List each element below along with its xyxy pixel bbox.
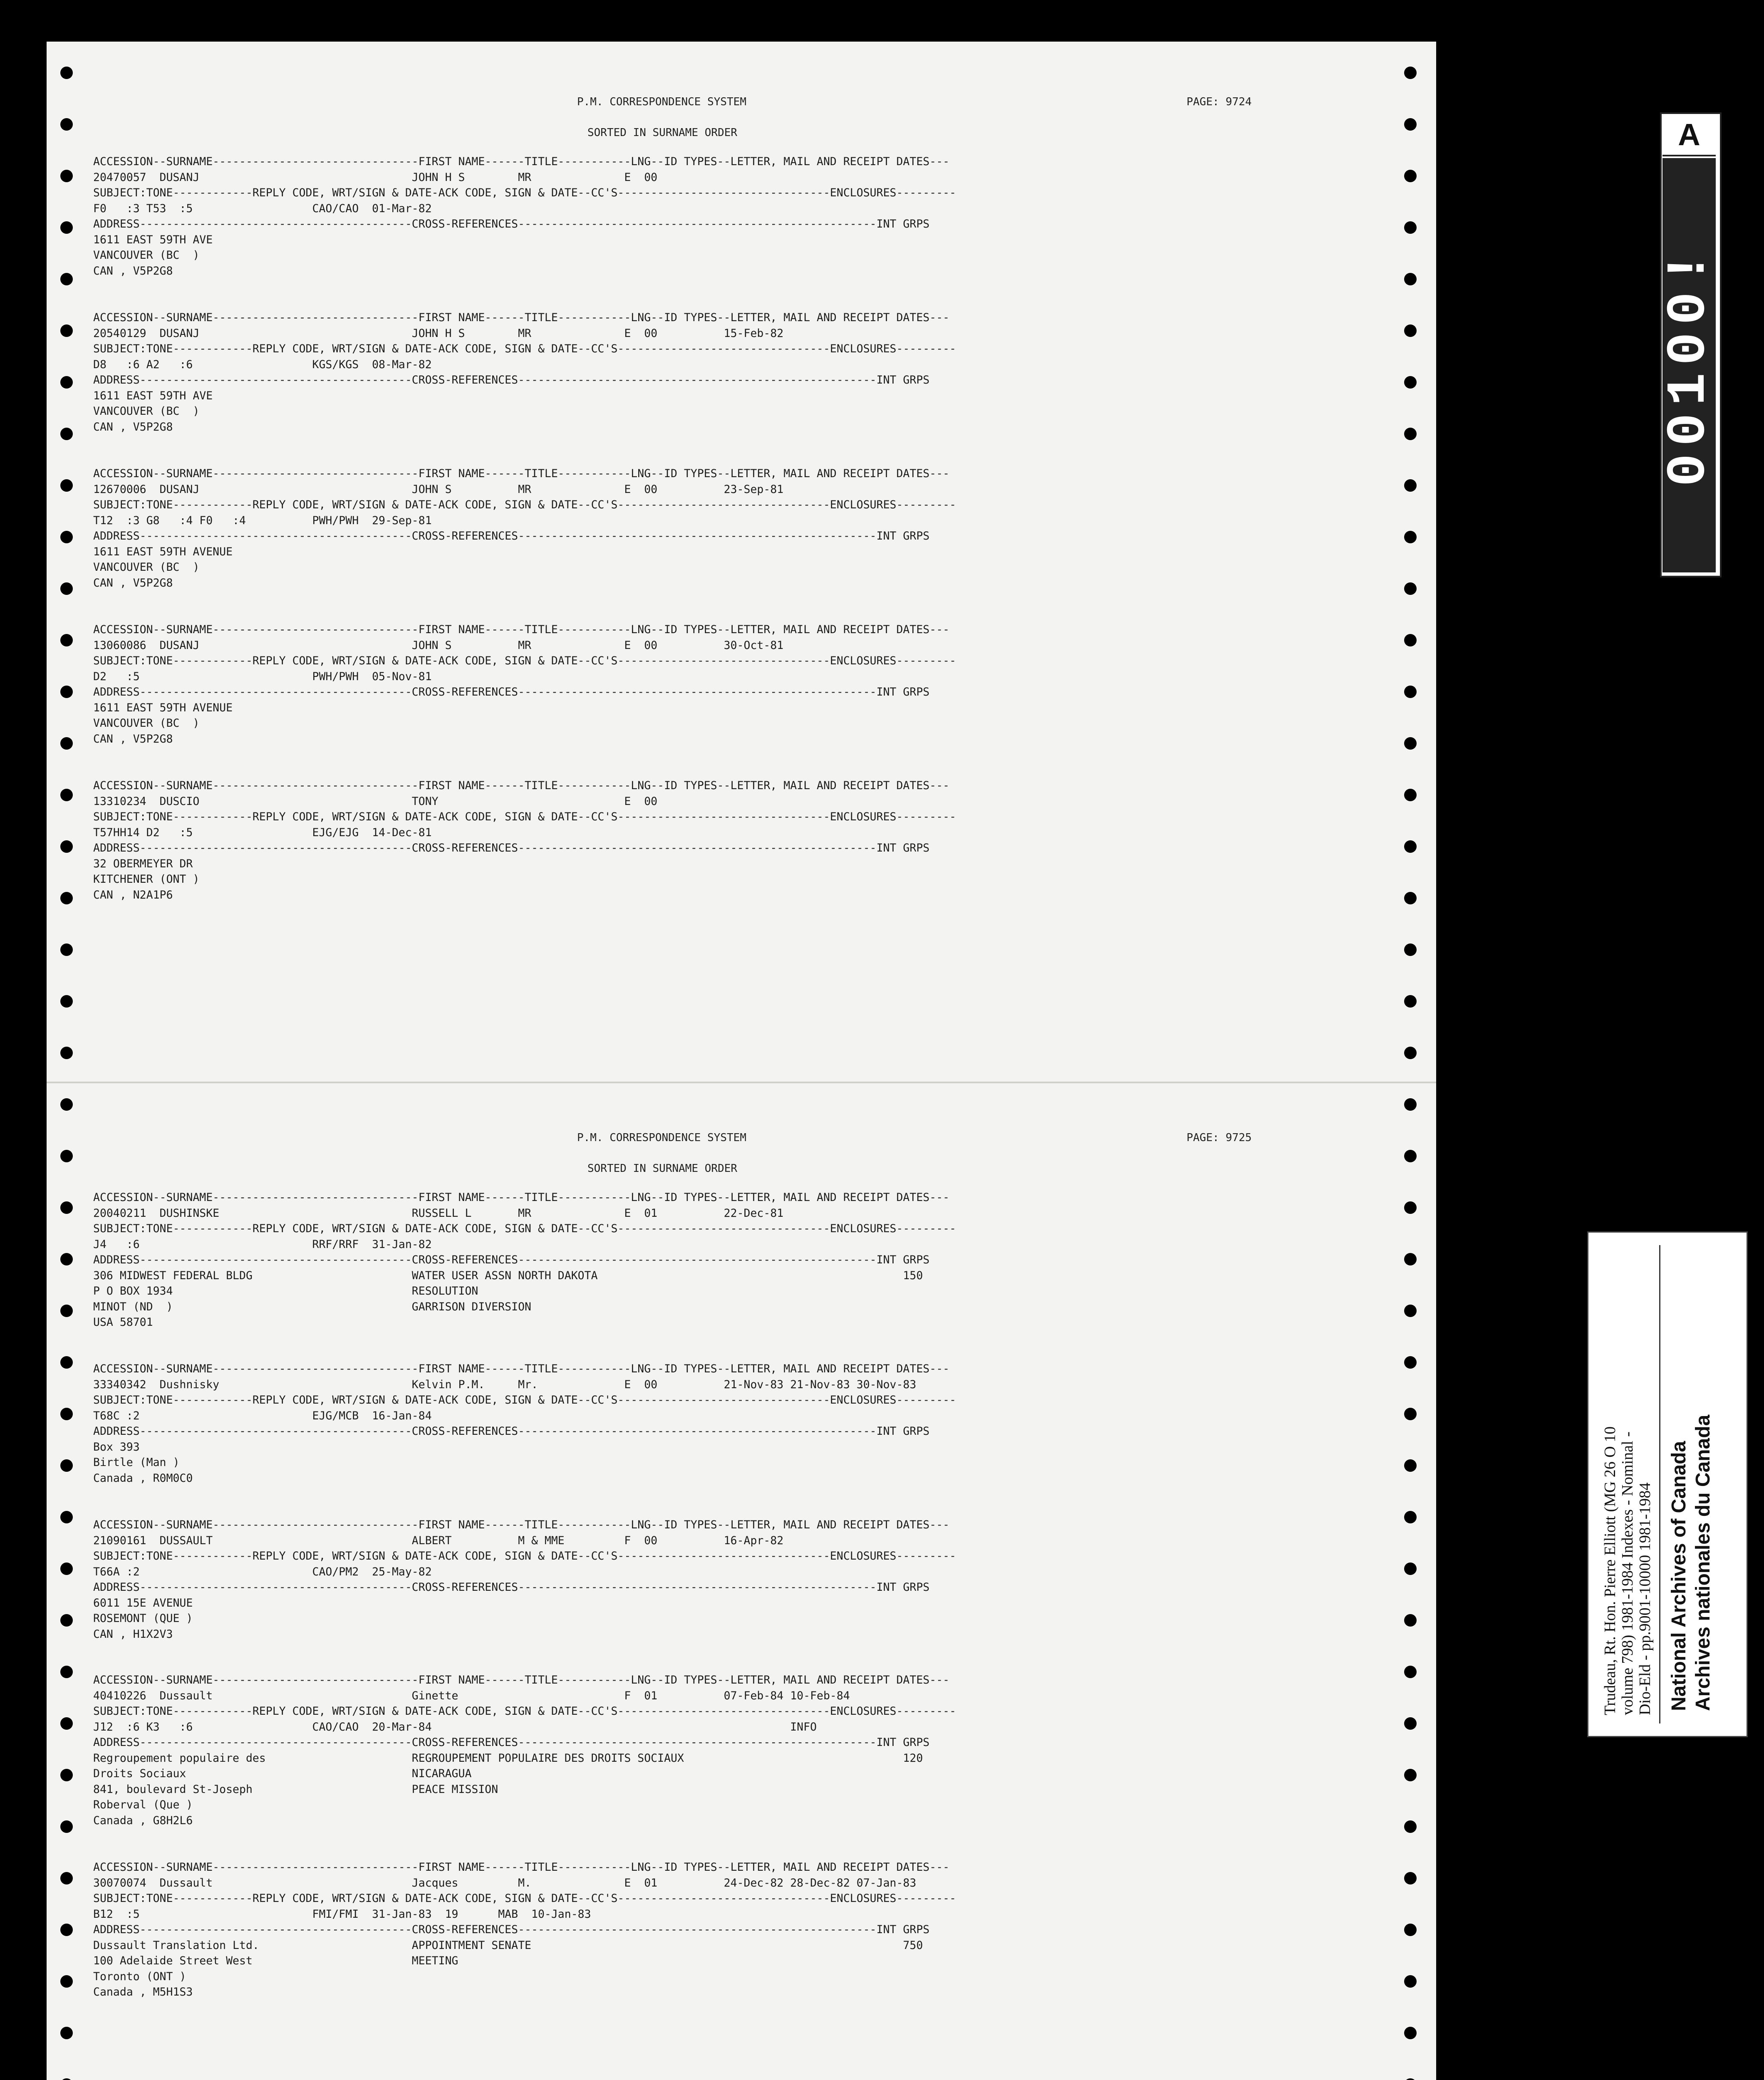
perforation-hole [1404, 943, 1417, 956]
detail-line: MINOT (ND ) GARRISON DIVERSION [93, 1300, 531, 1313]
perforation-hole [1404, 273, 1417, 285]
record-values-1: 30070074 Dussault Jacques M. E 01 24-Dec-82 28-Dec-82 07-Jan-83 [93, 1876, 917, 1889]
address-line: 1611 EAST 59TH AVE [93, 233, 213, 246]
perforation-hole [60, 1511, 73, 1523]
address-line: CAN , N2A1P6 [93, 888, 173, 901]
perforation-hole [60, 1717, 73, 1730]
record-values-2: T57HH14 D2 :5 EJG/EJG 14-Dec-81 [93, 826, 432, 839]
header-line-2: SUBJECT:TONE------------REPLY CODE, WRT/SIGN & DATE-ACK CODE, SIGN & DATE--CC'S--------------------------------ENCLOSURES--------- [93, 342, 956, 355]
header-line-3: ADDRESS-----------------------------------------CROSS-REFERENCES------------------------------------------------------INT GRPS [93, 842, 930, 854]
header-line-3: ADDRESS-----------------------------------------CROSS-REFERENCES------------------------------------------------------INT GRPS [93, 1253, 930, 1266]
record-values-1: 20540129 DUSANJ JOHN H S MR E 00 15-Feb-82 [93, 327, 784, 340]
perforation-hole [1404, 686, 1417, 698]
header-line-2: SUBJECT:TONE------------REPLY CODE, WRT/SIGN & DATE-ACK CODE, SIGN & DATE--CC'S--------------------------------ENCLOSURES--------- [93, 1550, 956, 1562]
perforation-hole [60, 1201, 73, 1214]
perforation-hole [1404, 1459, 1417, 1472]
header-line-1: ACCESSION--SURNAME-------------------------------FIRST NAME------TITLE-----------LNG--ID TYPES--LETTER, MAIL AND RECEIPT DATES--- [93, 1518, 950, 1531]
page-header [47, 1132, 1436, 1181]
address-line: 1611 EAST 59TH AVE [93, 389, 213, 402]
perforation-hole [60, 118, 73, 131]
perforation-hole [1404, 324, 1417, 337]
record-13060086 [93, 622, 1383, 747]
record-30070074 [93, 1860, 1383, 2000]
record-21090161 [93, 1517, 1383, 1642]
frame-number: 00100! [1658, 244, 1720, 487]
detail-line: Canada , G8H2L6 [93, 1814, 193, 1827]
label-divider [1659, 1245, 1660, 1723]
system-title: P.M. CORRESPONDENCE SYSTEM [577, 96, 746, 108]
perforation-hole [60, 531, 73, 543]
record-13310234 [93, 778, 1383, 903]
perforation-hole [1404, 1769, 1417, 1781]
perforation-hole [1404, 840, 1417, 853]
record-values-1: 40410226 Dussault Ginette F 01 07-Feb-84 10-Feb-84 [93, 1689, 850, 1702]
header-line-3: ADDRESS-----------------------------------------CROSS-REFERENCES------------------------------------------------------INT GRPS [93, 686, 930, 698]
header-line-1: ACCESSION--SURNAME-------------------------------FIRST NAME------TITLE-----------LNG--ID TYPES--LETTER, MAIL AND RECEIPT DATES--- [93, 623, 950, 636]
detail-line: 100 Adelaide Street West MEETING [93, 1954, 458, 1967]
detail-line: P O BOX 1934 RESOLUTION [93, 1285, 478, 1298]
detail-line: Box 393 [93, 1440, 140, 1454]
perforation-hole [60, 1614, 73, 1627]
perforation-hole [60, 67, 73, 79]
perforation-hole [60, 582, 73, 595]
fonds-line-2: volume 798) 1981-1984 Indexes - Nominal - [1619, 1431, 1636, 1715]
frame-number-block [1658, 158, 1720, 572]
perforation-hole [60, 221, 73, 234]
detail-line: Birtle (Man ) [93, 1456, 180, 1469]
record-20470057 [93, 154, 1383, 279]
address-line: 1611 EAST 59TH AVENUE [93, 701, 233, 714]
perforation-hole [60, 737, 73, 750]
address-line: CAN , V5P2G8 [93, 732, 173, 745]
header-line-3: ADDRESS-----------------------------------------CROSS-REFERENCES------------------------------------------------------INT GRPS [93, 1736, 930, 1749]
perforation-hole [60, 1253, 73, 1265]
address-line: CAN , V5P2G8 [93, 264, 173, 277]
perforation-hole [60, 170, 73, 182]
address-line: VANCOUVER (BC ) [93, 249, 200, 262]
perforation-hole [1404, 1305, 1417, 1317]
detail-line: 6011 15E AVENUE [93, 1596, 193, 1610]
header-line-1: ACCESSION--SURNAME-------------------------------FIRST NAME------TITLE-----------LNG--ID TYPES--LETTER, MAIL AND RECEIPT DATES--- [93, 1674, 950, 1686]
page-fold-line [47, 1082, 1436, 1083]
record-20040211 [93, 1190, 1383, 1330]
address-line: VANCOUVER (BC ) [93, 717, 200, 730]
perforation-hole [60, 1975, 73, 1988]
record-values-1: 13310234 DUSCIO TONY E 00 [93, 795, 658, 808]
record-values-2: B12 :5 FMI/FMI 31-Jan-83 19 MAB 10-Jan-83 [93, 1907, 591, 1921]
perforation-hole [60, 428, 73, 440]
printout-sheet [47, 42, 1436, 2080]
header-line-1: ACCESSION--SURNAME-------------------------------FIRST NAME------TITLE-----------LNG--ID TYPES--LETTER, MAIL AND RECEIPT DATES--- [93, 311, 950, 324]
perforation-hole [60, 1924, 73, 1936]
header-line-3: ADDRESS-----------------------------------------CROSS-REFERENCES------------------------------------------------------INT GRPS [93, 374, 930, 386]
perforation-hole [1404, 634, 1417, 646]
perforation-hole [60, 840, 73, 853]
fonds-line-3: Dio-Eld - pp.9001-10000 1981-1984 [1636, 1482, 1654, 1715]
perforation-hole [60, 943, 73, 956]
header-line-3: ADDRESS-----------------------------------------CROSS-REFERENCES------------------------------------------------------INT GRPS [93, 1923, 930, 1936]
fonds-line-1: Trudeau, Rt. Hon. Pierre Elliott (MG 26 O 10 [1601, 1426, 1619, 1715]
perforation-hole [60, 1408, 73, 1420]
record-values-2: T12 :3 G8 :4 F0 :4 PWH/PWH 29-Sep-81 [93, 514, 432, 527]
perforation-hole [60, 1459, 73, 1472]
header-line-3: ADDRESS-----------------------------------------CROSS-REFERENCES------------------------------------------------------INT GRPS [93, 1581, 930, 1594]
perforation-hole [1404, 170, 1417, 182]
header-line-2: SUBJECT:TONE------------REPLY CODE, WRT/SIGN & DATE-ACK CODE, SIGN & DATE--CC'S--------------------------------ENCLOSURES--------- [93, 1892, 956, 1905]
detail-line: 841, boulevard St-Joseph PEACE MISSION [93, 1783, 498, 1796]
detail-line: Droits Sociaux NICARAGUA [93, 1767, 472, 1780]
perforation-hole [1404, 1562, 1417, 1575]
perforation-hole [1404, 995, 1417, 1008]
record-values-1: 33340342 Dushnisky Kelvin P.M. Mr. E 00 21-Nov-83 21-Nov-83 30-Nov-83 [93, 1378, 917, 1391]
address-line: CAN , V5P2G8 [93, 576, 173, 589]
detail-line: ROSEMONT (QUE ) [93, 1612, 193, 1625]
perforation-hole [60, 1820, 73, 1833]
perforation-hole [60, 2027, 73, 2039]
header-line-1: ACCESSION--SURNAME-------------------------------FIRST NAME------TITLE-----------LNG--ID TYPES--LETTER, MAIL AND RECEIPT DATES--- [93, 779, 950, 792]
perforation-hole [1404, 1975, 1417, 1988]
address-line: VANCOUVER (BC ) [93, 561, 200, 574]
perforation-hole [60, 1872, 73, 1884]
archive-label [1587, 1231, 1748, 1737]
perforation-hole [1404, 428, 1417, 440]
detail-line: Canada , R0M0C0 [93, 1471, 193, 1485]
header-line-2: SUBJECT:TONE------------REPLY CODE, WRT/SIGN & DATE-ACK CODE, SIGN & DATE--CC'S--------------------------------ENCLOSURES--------- [93, 498, 956, 511]
header-line-2: SUBJECT:TONE------------REPLY CODE, WRT/SIGN & DATE-ACK CODE, SIGN & DATE--CC'S--------------------------------ENCLOSURES--------- [93, 1705, 956, 1718]
record-values-2: J12 :6 K3 :6 CAO/CAO 20-Mar-84 INFO [93, 1720, 817, 1733]
perforation-hole [60, 479, 73, 492]
perforation-hole [1404, 221, 1417, 234]
perforation-hole [1404, 1717, 1417, 1730]
perforation-hole [1404, 1924, 1417, 1936]
perforation-hole [60, 1150, 73, 1162]
perforation-hole [60, 686, 73, 698]
perforation-hole [60, 1356, 73, 1369]
header-line-2: SUBJECT:TONE------------REPLY CODE, WRT/SIGN & DATE-ACK CODE, SIGN & DATE--CC'S--------------------------------ENCLOSURES--------- [93, 810, 956, 823]
perforation-hole [1404, 67, 1417, 79]
header-line-1: ACCESSION--SURNAME-------------------------------FIRST NAME------TITLE-----------LNG--ID TYPES--LETTER, MAIL AND RECEIPT DATES--- [93, 155, 950, 168]
perforation-hole [60, 1098, 73, 1111]
perforation-hole [1404, 1150, 1417, 1162]
perforation-hole [60, 1305, 73, 1317]
detail-line: USA 58701 [93, 1316, 153, 1329]
record-40410226 [93, 1672, 1383, 1828]
perforation-hole [60, 376, 73, 389]
record-33340342 [93, 1361, 1383, 1486]
record-values-2: D8 :6 A2 :6 KGS/KGS 08-Mar-82 [93, 358, 432, 371]
perforation-hole [1404, 1408, 1417, 1420]
perforation-hole [1404, 789, 1417, 801]
header-line-3: ADDRESS-----------------------------------------CROSS-REFERENCES------------------------------------------------------INT GRPS [93, 1425, 930, 1438]
perforation-hole [60, 1769, 73, 1781]
perforation-hole [1404, 1820, 1417, 1833]
address-line: KITCHENER (ONT ) [93, 873, 200, 886]
header-line-1: ACCESSION--SURNAME-------------------------------FIRST NAME------TITLE-----------LNG--ID TYPES--LETTER, MAIL AND RECEIPT DATES--- [93, 1191, 950, 1204]
perforation-hole [1404, 1872, 1417, 1884]
perforation-hole [60, 1047, 73, 1059]
record-values-2: T66A :2 CAO/PM2 25-May-82 [93, 1565, 432, 1578]
detail-line: CAN , H1X2V3 [93, 1627, 173, 1641]
address-line: CAN , V5P2G8 [93, 420, 173, 433]
perforation-hole [60, 995, 73, 1008]
perforation-hole [1404, 1614, 1417, 1627]
perforation-hole [1404, 1511, 1417, 1523]
detail-line: Toronto (ONT ) [93, 1970, 186, 1983]
address-line: 1611 EAST 59TH AVENUE [93, 545, 233, 558]
perforation-hole [60, 789, 73, 801]
perforation-hole [60, 324, 73, 337]
archive-label-content [1597, 1245, 1738, 1723]
perforation-hole [60, 634, 73, 646]
perforation-hole [1404, 1253, 1417, 1265]
perforation-hole [1404, 376, 1417, 389]
record-12670006 [93, 466, 1383, 591]
frame-letter: A [1662, 115, 1716, 156]
perforation-hole [1404, 892, 1417, 904]
header-line-1: ACCESSION--SURNAME-------------------------------FIRST NAME------TITLE-----------LNG--ID TYPES--LETTER, MAIL AND RECEIPT DATES--- [93, 1861, 950, 1874]
perforation-hole [1404, 1098, 1417, 1111]
detail-line: Regroupement populaire des REGROUPEMENT POPULAIRE DES DROITS SOCIAUX 120 [93, 1751, 923, 1765]
perforation-hole [1404, 531, 1417, 543]
archive-name-fr: Archives nationales du Canada [1692, 1414, 1714, 1711]
archive-name-en: National Archives of Canada [1668, 1441, 1690, 1711]
perforation-hole [60, 892, 73, 904]
page-number: PAGE: 9724 [1187, 96, 1252, 108]
header-line-2: SUBJECT:TONE------------REPLY CODE, WRT/SIGN & DATE-ACK CODE, SIGN & DATE--CC'S--------------------------------ENCLOSURES--------- [93, 1222, 956, 1235]
record-values-2: D2 :5 PWH/PWH 05-Nov-81 [93, 670, 432, 683]
perforation-hole [1404, 1201, 1417, 1214]
perforation-hole [1404, 1356, 1417, 1369]
header-line-2: SUBJECT:TONE------------REPLY CODE, WRT/SIGN & DATE-ACK CODE, SIGN & DATE--CC'S--------------------------------ENCLOSURES--------- [93, 186, 956, 199]
address-line: 32 OBERMEYER DR [93, 857, 193, 870]
perforation-hole [1404, 2027, 1417, 2039]
record-values-2: T68C :2 EJG/MCB 16-Jan-84 [93, 1409, 432, 1422]
perforation-hole [1404, 118, 1417, 131]
header-line-1: ACCESSION--SURNAME-------------------------------FIRST NAME------TITLE-----------LNG--ID TYPES--LETTER, MAIL AND RECEIPT DATES--- [93, 1362, 950, 1375]
detail-line: Canada , M5H1S3 [93, 1986, 193, 1998]
record-values-1: 12670006 DUSANJ JOHN S MR E 00 23-Sep-81 [93, 483, 784, 496]
record-values-1: 20470057 DUSANJ JOHN H S MR E 00 [93, 171, 658, 184]
perforation-hole [60, 1562, 73, 1575]
perforation-hole [1404, 582, 1417, 595]
perforation-hole [1404, 1047, 1417, 1059]
record-values-1: 21090161 DUSSAULT ALBERT M & MME F 00 16-Apr-82 [93, 1534, 784, 1547]
sort-title: SORTED IN SURNAME ORDER [587, 126, 738, 139]
perforation-hole [1404, 1666, 1417, 1678]
detail-line: Roberval (Que ) [93, 1798, 193, 1811]
header-line-3: ADDRESS-----------------------------------------CROSS-REFERENCES------------------------------------------------------INT GRPS [93, 218, 930, 230]
record-values-2: J4 :6 RRF/RRF 31-Jan-82 [93, 1238, 432, 1251]
system-title: P.M. CORRESPONDENCE SYSTEM [577, 1132, 746, 1144]
header-line-2: SUBJECT:TONE------------REPLY CODE, WRT/SIGN & DATE-ACK CODE, SIGN & DATE--CC'S--------------------------------ENCLOSURES--------- [93, 1394, 956, 1406]
header-line-2: SUBJECT:TONE------------REPLY CODE, WRT/SIGN & DATE-ACK CODE, SIGN & DATE--CC'S--------------------------------ENCLOSURES--------- [93, 654, 956, 667]
perforation-hole [1404, 479, 1417, 492]
record-20540129 [93, 310, 1383, 435]
header-line-3: ADDRESS-----------------------------------------CROSS-REFERENCES------------------------------------------------------INT GRPS [93, 530, 930, 542]
sort-title: SORTED IN SURNAME ORDER [587, 1162, 738, 1175]
perforation-hole [1404, 737, 1417, 750]
address-line: VANCOUVER (BC ) [93, 405, 200, 418]
record-values-1: 20040211 DUSHINSKE RUSSELL L MR E 01 22-Dec-81 [93, 1206, 784, 1220]
page-header [47, 96, 1436, 146]
page-number: PAGE: 9725 [1187, 1132, 1252, 1144]
header-line-1: ACCESSION--SURNAME-------------------------------FIRST NAME------TITLE-----------LNG--ID TYPES--LETTER, MAIL AND RECEIPT DATES--- [93, 467, 950, 480]
record-values-2: F0 :3 T53 :5 CAO/CAO 01-Mar-82 [93, 202, 432, 215]
record-values-1: 13060086 DUSANJ JOHN S MR E 00 30-Oct-81 [93, 639, 784, 652]
detail-line: 306 MIDWEST FEDERAL BLDG WATER USER ASSN NORTH DAKOTA 150 [93, 1269, 923, 1282]
detail-line: Dussault Translation Ltd. APPOINTMENT SENATE 750 [93, 1939, 923, 1952]
perforation-hole [60, 1666, 73, 1678]
perforation-hole [60, 273, 73, 285]
